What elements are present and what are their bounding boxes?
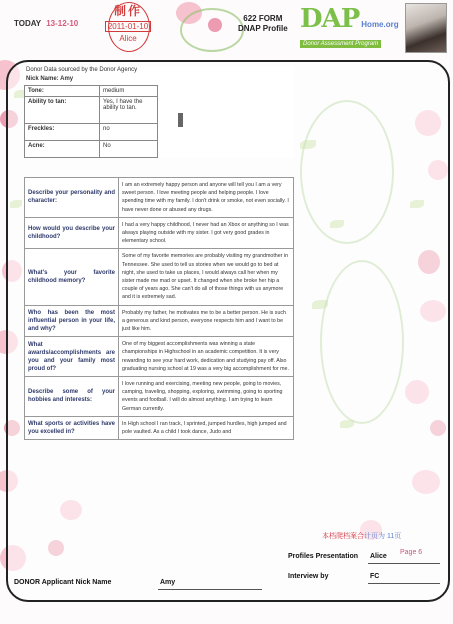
- table-row: [25, 217, 294, 249]
- sourced-line: Donor Data sourced by the Donor Agency: [26, 67, 138, 73]
- today-date: 13-12-10: [46, 19, 79, 28]
- attr-value: no: [100, 124, 158, 141]
- page-number: Page 6: [400, 549, 423, 556]
- today-label: [14, 19, 78, 28]
- nick-name-line: Nick Name: Amy: [26, 76, 74, 82]
- answer-cell: In High school I ran track, I sprinted, jumped hurdles, high jumped and pole vaulted. As a child I took dance, Judo and: [119, 416, 294, 439]
- page-count-note-blue: 计页为 11页: [364, 533, 402, 540]
- stamp-title: 制作: [113, 4, 142, 18]
- attr-key: Ability to tan:: [25, 97, 100, 124]
- dap-logo: [300, 4, 399, 47]
- page-count-note-red: 本档爬档案合: [322, 533, 364, 540]
- question-cell: Who has been the most influential person in your life, and why?: [25, 305, 119, 337]
- attr-key: Freckles:: [25, 124, 100, 141]
- attr-value: medium: [100, 86, 158, 97]
- question-cell: What's your favorite childhood memory?: [25, 249, 119, 305]
- donor-data-snippet: [24, 66, 294, 158]
- today-text: TODAY: [14, 19, 41, 28]
- applicant-value: Amy: [160, 579, 176, 586]
- table-row: [25, 337, 294, 377]
- table-row: [25, 86, 158, 97]
- table-row: [25, 124, 158, 141]
- answer-cell: I had a very happy childhood, I never had an Xbox or anything so I was always playing outside with my sister. I got very good grades in elementary school.: [119, 217, 294, 249]
- table-row: [25, 141, 158, 158]
- question-cell: What awards/accomplishments are you and your family most proud of?: [25, 337, 119, 377]
- table-row: [25, 178, 294, 218]
- approval-stamp: [100, 2, 156, 52]
- vine-decoration: [180, 8, 244, 52]
- attr-key: Acne:: [25, 141, 100, 158]
- applicant-label: DONOR Applicant Nick Name: [14, 579, 112, 586]
- dap-logo-domain: Home.org: [361, 20, 399, 29]
- stamp-date: 2011-01-10: [105, 21, 151, 32]
- form-title: [238, 14, 288, 34]
- answer-cell: I am an extremely happy person and anyone will tell you I am a very sweet person. I love meeting people and helping people. I love spending time with my family. I don't drink or smoke, not even socially. I have never done or abused any drugs.: [119, 178, 294, 218]
- presentation-underline: [368, 563, 440, 564]
- dap-logo-letters: DAP: [300, 4, 360, 34]
- attr-value: Yes, I have the ability to tan.: [100, 97, 158, 124]
- stamp-name: Alice: [119, 34, 137, 43]
- page-count-note: [322, 531, 401, 541]
- question-cell: Describe some of your hobbies and interests:: [25, 377, 119, 417]
- table-row: [25, 249, 294, 305]
- stamp-ring: [108, 2, 150, 52]
- presentation-label: Profiles Presentation: [288, 553, 359, 560]
- table-row: [25, 377, 294, 417]
- question-cell: Describe your personality and character:: [25, 178, 119, 218]
- interview-label: Interview by: [288, 573, 329, 580]
- interview-underline: [368, 583, 440, 584]
- answer-cell: I love running and exercising, meeting new people, going to movies, camping, traveling, shopping, exploring, swimming, going to sporting events and football. I will do almost anything. I am trying to learn German currently.: [119, 377, 294, 417]
- table-row: [25, 416, 294, 439]
- question-cell: How would you describe your childhood?: [25, 217, 119, 249]
- question-cell: What sports or activities have you excelled in?: [25, 416, 119, 439]
- donor-photo: [405, 3, 447, 53]
- presentation-value: Alice: [370, 553, 387, 560]
- form-name: DNAP Profile: [238, 24, 288, 33]
- attr-key: Tone:: [25, 86, 100, 97]
- attributes-table: [24, 85, 158, 158]
- table-row: [25, 305, 294, 337]
- form-number: 622 FORM: [243, 14, 283, 23]
- answer-cell: One of my biggest accomplishments was winning a state championships in Highschool in an academic competition. It is very rewarding to see your hard work, dedication and studying pay off. Also graduating nursing school at 19 was a very big accomplishment for me.: [119, 337, 294, 377]
- questions-table: [24, 177, 294, 440]
- dap-logo-tagline: Donor Assessment Program: [300, 40, 381, 48]
- interview-value: FC: [370, 573, 380, 580]
- applicant-underline: [158, 589, 262, 590]
- table-row: [25, 97, 158, 124]
- attr-value: No: [100, 141, 158, 158]
- answer-cell: Some of my favorite memories are probably visiting my grandmother in Tennessee. She used to tell us stories when we would go to bed at night, she used to take us places, I would always call her when my sister made me mad or upset. It changed when she broke her hip a couple of years ago. She can't do all of those things with us anymore and it is extremely sad.: [119, 249, 294, 305]
- answer-cell: Probably my father, he motivates me to be a better person. He is such a generous and kind person, everyone respects him and I want to be just like him.: [119, 305, 294, 337]
- resize-handle[interactable]: [178, 113, 183, 127]
